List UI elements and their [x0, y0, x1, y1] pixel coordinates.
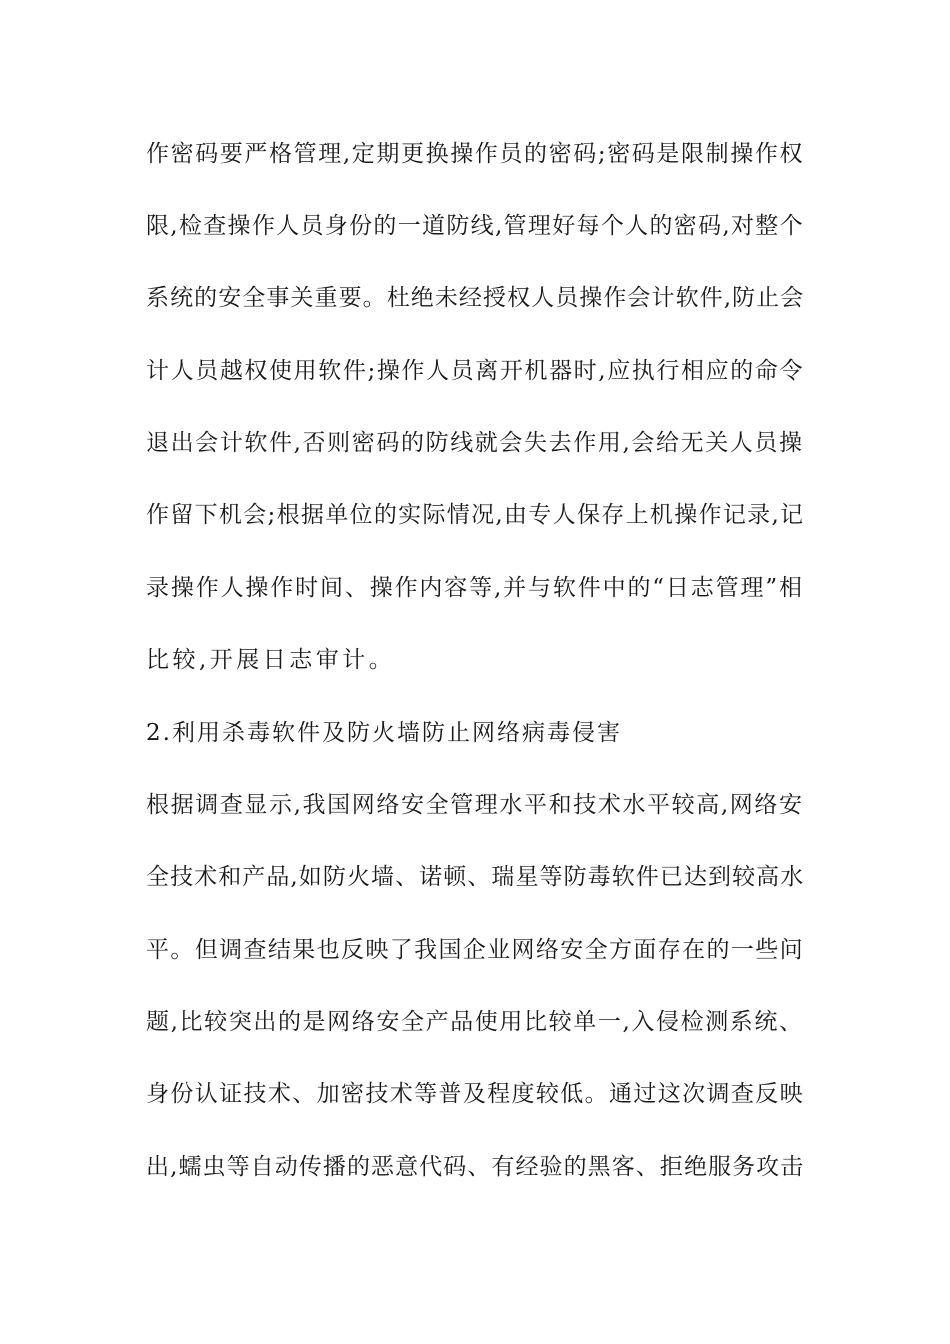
paragraph-2-line: 身份认证技术、加密技术等普及程度较低。通过这次调查反映: [146, 1081, 804, 1107]
paragraph-2-line: 题,比较突出的是网络安全产品使用比较单一,入侵检测系统、: [146, 1009, 804, 1035]
paragraph-1-line: 作密码要严格管理,定期更换操作员的密码;密码是限制操作权: [146, 141, 805, 167]
paragraph-1-line: 退出会计软件,否则密码的防线就会失去作用,会给无关人员操: [146, 430, 804, 456]
paragraph-2-line: 根据调查显示,我国网络安全管理水平和技术水平较高,网络安: [146, 792, 804, 818]
paragraph-2-line: 出,蠕虫等自动传播的恶意代码、有经验的黑客、拒绝服务攻击: [146, 1154, 805, 1180]
paragraph-1-line: 录操作人操作时间、操作内容等,并与软件中的“日志管理”相: [146, 575, 804, 601]
paragraph-2-line: 平。但调查结果也反映了我国企业网络安全方面存在的一些问: [146, 937, 804, 963]
paragraph-1-line: 系统的安全事关重要。杜绝未经授权人员操作会计软件,防止会: [146, 285, 805, 311]
paragraph-2-line: 全技术和产品,如防火墙、诺顿、瑞星等防毒软件已达到较高水: [146, 864, 805, 890]
paragraph-1-line: 比较,开展日志审计。: [146, 647, 396, 673]
paragraph-1-line: 作留下机会;根据单位的实际情况,由专人保存上机操作记录,记: [146, 502, 805, 528]
paragraph-1-line: 限,检查操作人员身份的一道防线,管理好每个人的密码,对整个: [146, 213, 804, 239]
paragraph-1-line: 计人员越权使用软件;操作人员离开机器时,应执行相应的命令: [146, 358, 805, 384]
section-heading: 2.利用杀毒软件及防火墙防止网络病毒侵害: [146, 720, 622, 746]
